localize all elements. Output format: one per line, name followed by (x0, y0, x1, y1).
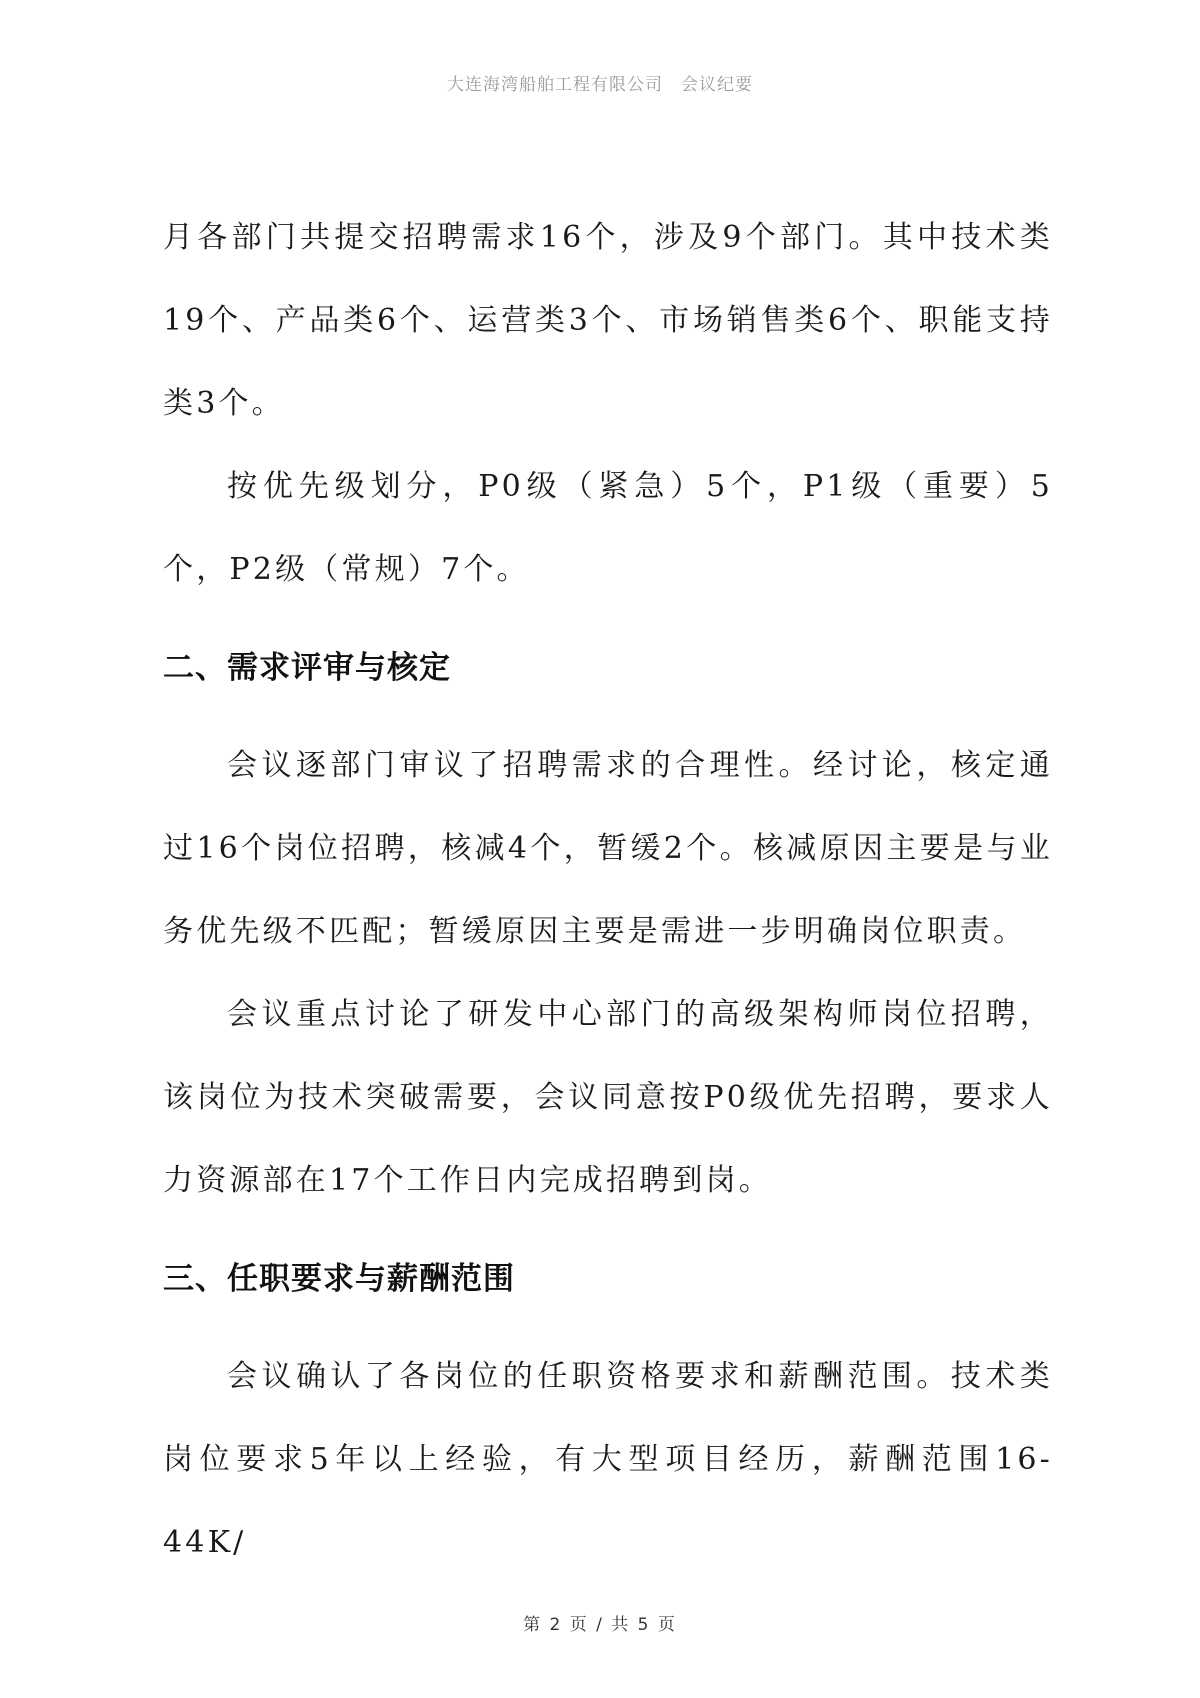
document-type: 会议纪要 (681, 75, 753, 95)
document-body (163, 196, 1053, 1584)
company-name: 大连海湾船舶工程有限公司 (447, 75, 663, 95)
page-header (0, 70, 1200, 95)
paragraph-demand-summary: 月各部门共提交招聘需求16个，涉及9个部门。其中技术类19个、产品类6个、运营类3个、市场销售类6个、职能支持类3个。 (163, 220, 1053, 421)
paragraph-review-result: 会议逐部门审议了招聘需求的合理性。经讨论，核定通过16个岗位招聘，核减4个，暂缓2个。核减原因主要是与业务优先级不匹配；暂缓原因主要是需进一步明确岗位职责。 (163, 748, 1053, 949)
page-number: 第 2 页 / 共 5 页 (523, 1615, 677, 1635)
paragraph-architect-hiring: 会议重点讨论了研发中心部门的高级架构师岗位招聘，该岗位为技术突破需要，会议同意按P0级优先招聘，要求人力资源部在17个工作日内完成招聘到岗。 (163, 997, 1053, 1198)
paragraph-priority-breakdown: 按优先级划分，P0级（紧急）5个，P1级（重要）5个，P2级（常规）7个。 (163, 469, 1053, 587)
section-heading-requirements: 三、任职要求与薪酬范围 (163, 1261, 515, 1297)
section-heading-review: 二、需求评审与核定 (163, 650, 451, 686)
paragraph-requirements-salary: 会议确认了各岗位的任职资格要求和薪酬范围。技术类岗位要求5年以上经验，有大型项目经历，薪酬范围16-44K/ (163, 1359, 1053, 1560)
